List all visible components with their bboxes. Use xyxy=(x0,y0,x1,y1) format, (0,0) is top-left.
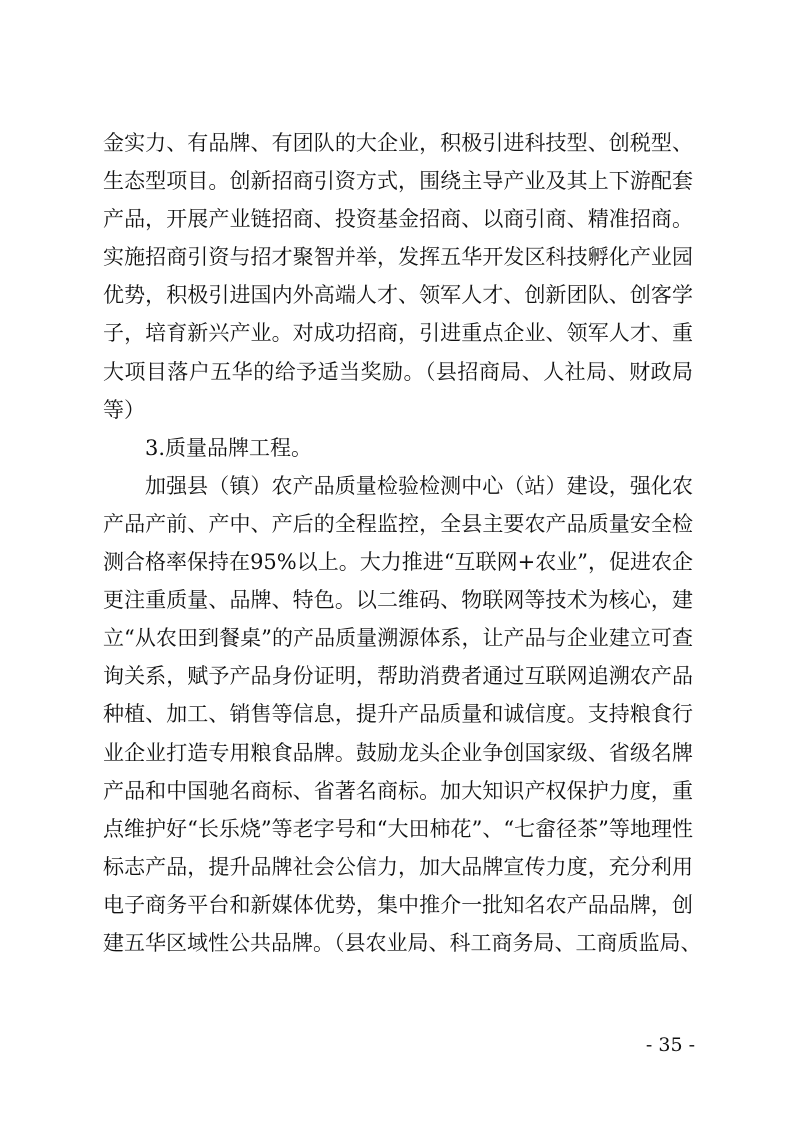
text-line: 等） xyxy=(103,397,145,422)
text-line: 产品，开展产业链招商、投资基金招商、以商引商、精准招商。 xyxy=(103,207,693,232)
page-number: - 35 - xyxy=(645,1034,695,1056)
text-line: 优势，积极引进国内外高端人才、领军人才、创新团队、创客学 xyxy=(103,283,693,308)
text-line: 产品和中国驰名商标、省著名商标。加大知识产权保护力度，重 xyxy=(103,778,693,803)
paragraph-first-line: 加强县（镇）农产品质量检验检测中心（站）建设，强化农 xyxy=(145,473,693,498)
text-line: 种植、加工、销售等信息，提升产品质量和诚信度。支持粮食行 xyxy=(103,702,693,727)
text-line: 业企业打造专用粮食品牌。鼓励龙头企业争创国家级、省级名牌 xyxy=(103,740,693,765)
text-line: 测合格率保持在95%以上。大力推进“互联网+农业”，促进农企 xyxy=(103,550,693,575)
text-line: 建五华区域性公共品牌。（县农业局、科工商务局、工商质监局、 xyxy=(103,930,702,955)
text-line: 更注重质量、品牌、特色。以二维码、物联网等技术为核心，建 xyxy=(103,588,693,613)
text-line: 产品产前、产中、产后的全程监控，全县主要农产品质量安全检 xyxy=(103,511,693,536)
section-heading: 3.质量品牌工程。 xyxy=(145,435,313,460)
text-line: 生态型项目。创新招商引资方式，围绕主导产业及其上下游配套 xyxy=(103,169,693,194)
text-line: 询关系，赋予产品身份证明，帮助消费者通过互联网追溯农产品 xyxy=(103,664,693,689)
text-line: 点维护好“长乐烧”等老字号和“大田柿花”、“七畲径茶”等地理性 xyxy=(103,816,693,841)
text-line: 实施招商引资与招才聚智并举，发挥五华开发区科技孵化产业园 xyxy=(103,245,693,270)
text-line: 大项目落户五华的给予适当奖励。（县招商局、人社局、财政局 xyxy=(103,359,693,384)
text-line: 标志产品，提升品牌社会公信力，加大品牌宣传力度，充分利用 xyxy=(103,854,693,879)
text-line: 子，培育新兴产业。对成功招商，引进重点企业、领军人才、重 xyxy=(103,321,693,346)
text-line: 电子商务平台和新媒体优势，集中推介一批知名农产品品牌，创 xyxy=(103,892,693,917)
body-text xyxy=(103,124,702,962)
text-line: 金实力、有品牌、有团队的大企业，积极引进科技型、创税型、 xyxy=(103,131,693,155)
text-line: 立“从农田到餐桌”的产品质量溯源体系，让产品与企业建立可查 xyxy=(103,626,693,651)
